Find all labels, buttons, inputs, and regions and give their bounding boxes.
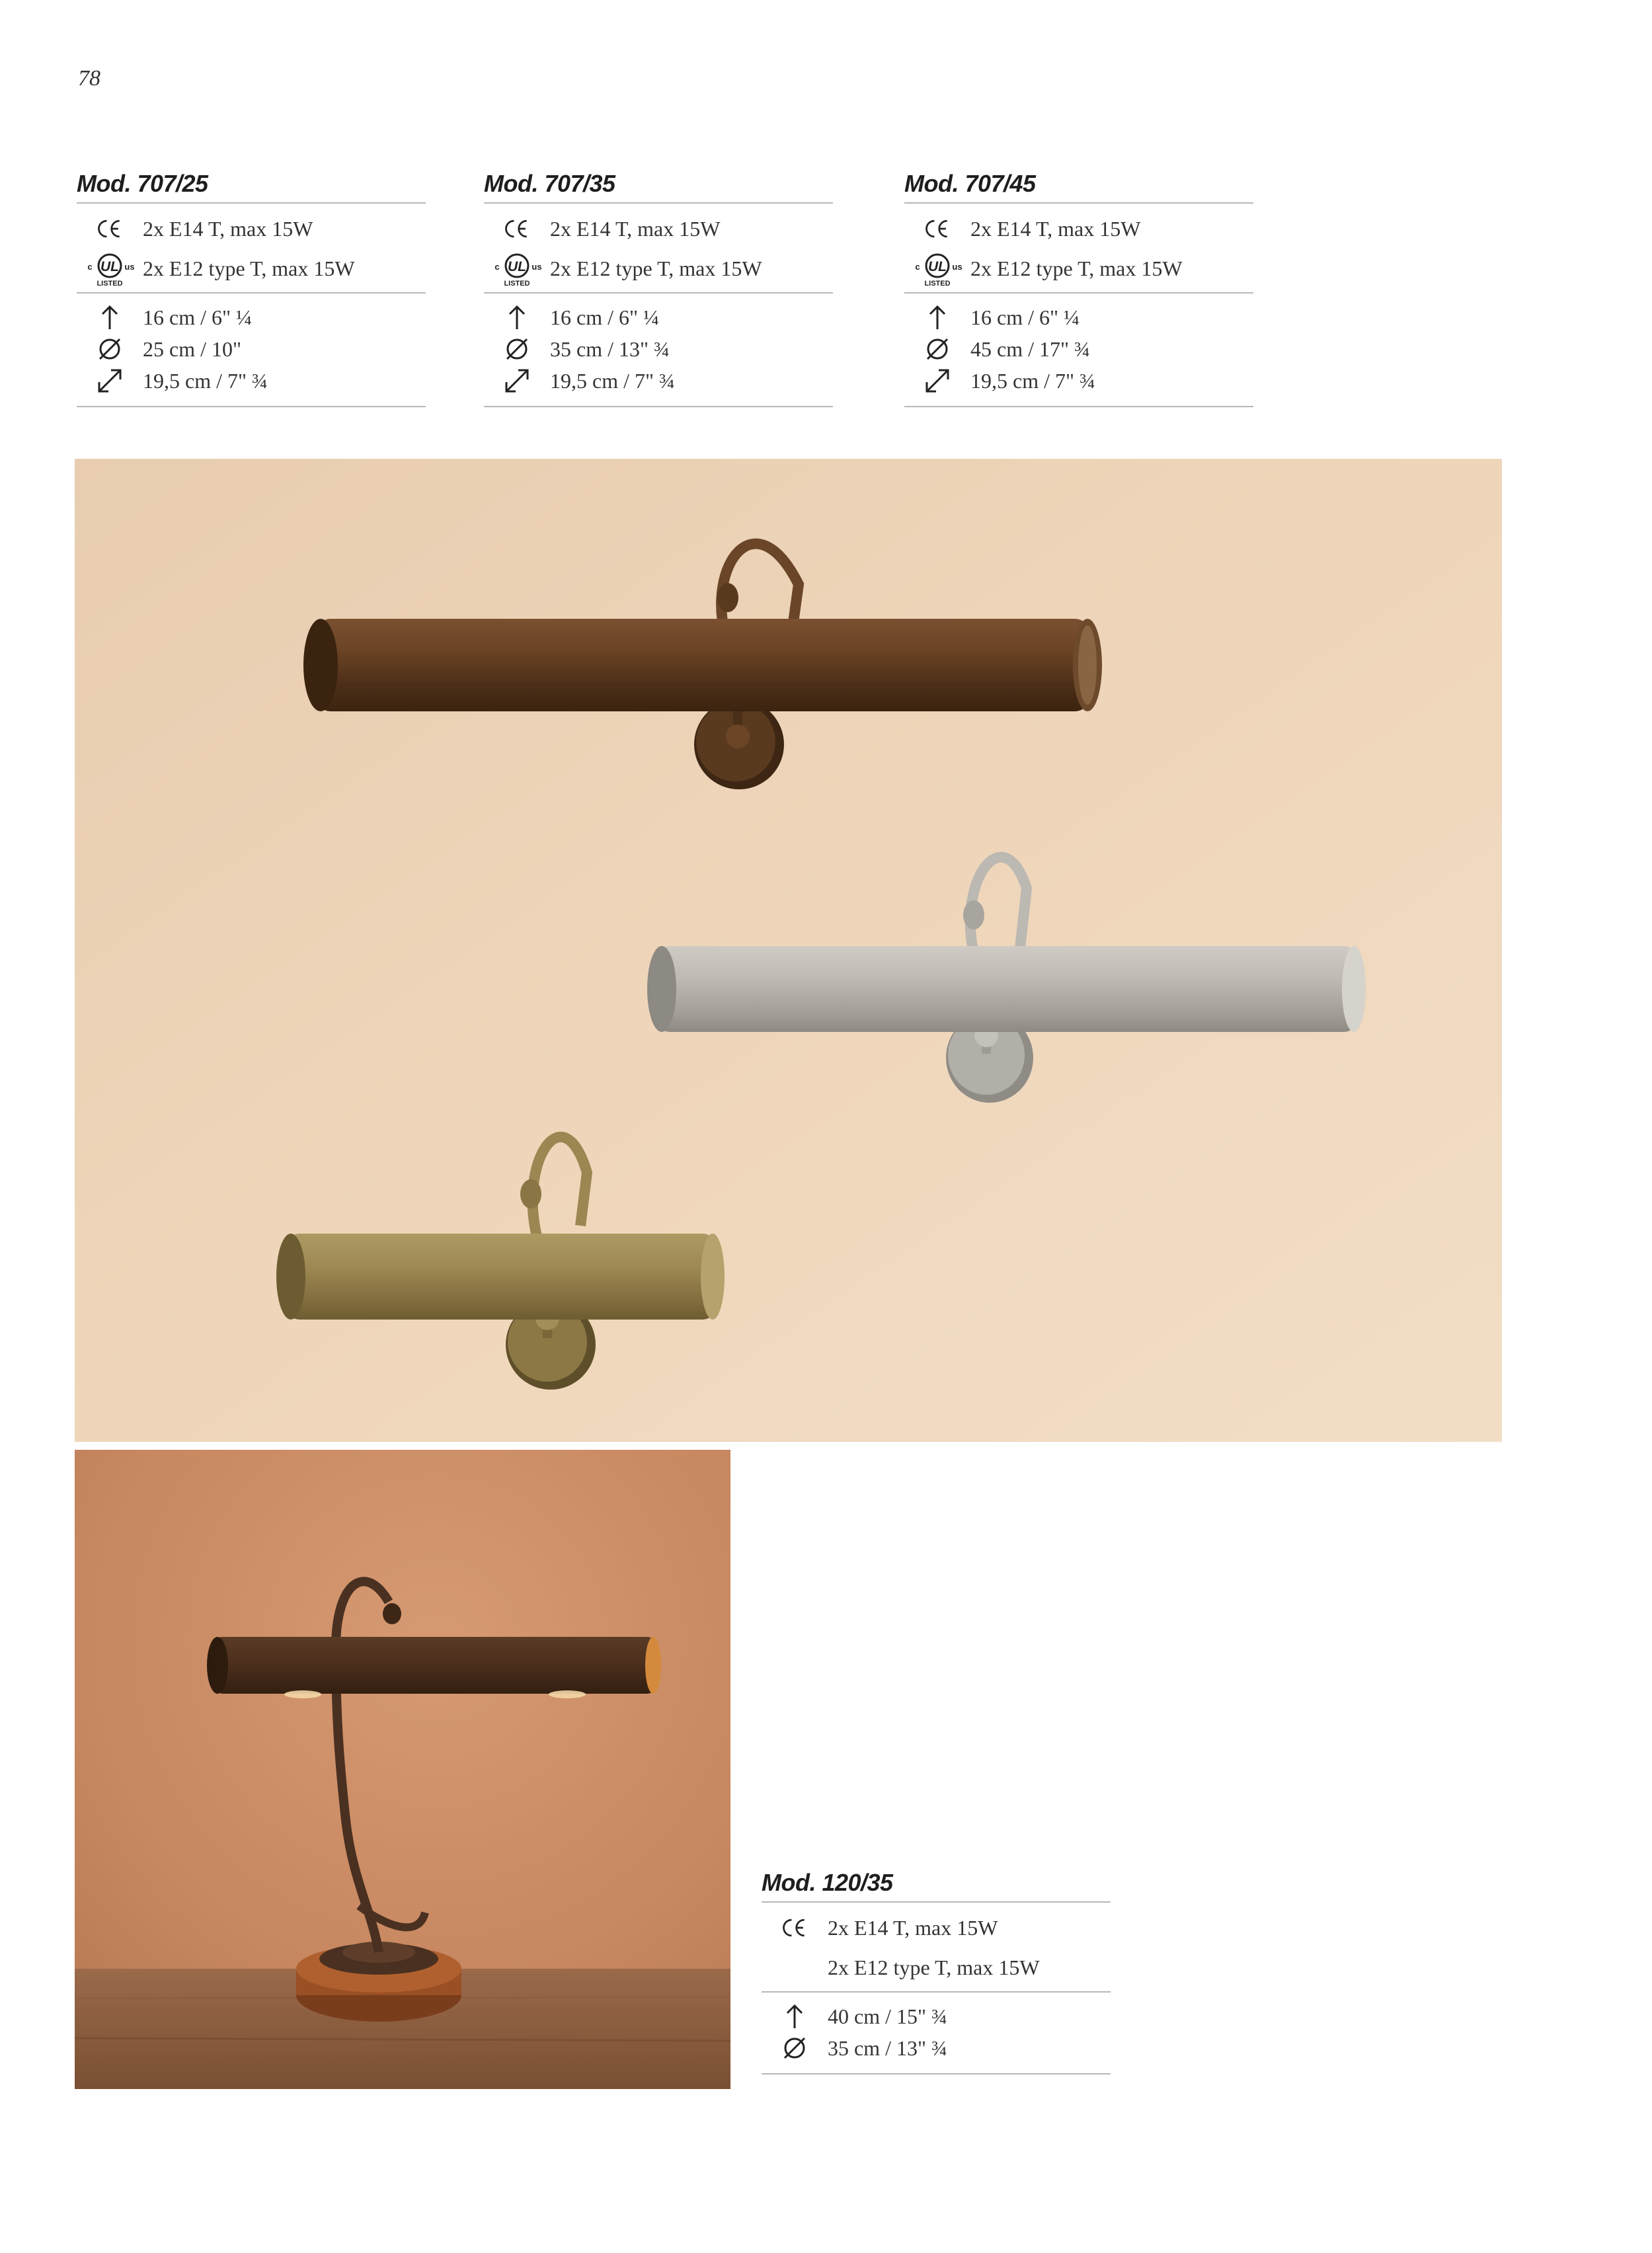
model-title: Mod. 707/35 [484, 170, 615, 197]
projection-value: 19,5 cm / 7" ¾ [550, 368, 676, 393]
model-title: Mod. 120/35 [762, 1869, 893, 1896]
diameter-icon [904, 336, 970, 362]
height-value: 16 cm / 6" ¼ [970, 305, 1080, 329]
divider [762, 2073, 1111, 2075]
svg-text:UL: UL [508, 259, 526, 274]
ce-mark-icon [904, 217, 970, 240]
wall-lights-photo [75, 459, 1502, 1442]
height-arrow-icon [762, 2003, 828, 2030]
height-arrow-icon [77, 304, 143, 331]
svg-text:UL: UL [100, 259, 119, 274]
height-row [762, 2000, 1111, 2032]
page-number: 78 [78, 66, 100, 91]
ce-mark-icon [762, 1917, 828, 1939]
projection-row [904, 365, 1253, 397]
ul-spec: 2x E12 type T, max 15W [970, 256, 1183, 280]
ul-spec: 2x E12 type T, max 15W [550, 256, 762, 280]
svg-text:c: c [915, 262, 920, 272]
height-arrow-icon [904, 304, 970, 331]
diameter-value: 45 cm / 17" ¾ [970, 336, 1091, 361]
ul-listed-icon [484, 250, 550, 287]
ce-mark-icon [77, 217, 143, 240]
height-value: 16 cm / 6" ¼ [550, 305, 660, 329]
height-arrow-icon [484, 304, 550, 331]
ul-spec-row [77, 249, 426, 288]
height-row [904, 301, 1253, 333]
diameter-icon [762, 2035, 828, 2061]
ul-listed-icon [77, 250, 143, 287]
svg-text:us: us [531, 262, 542, 272]
divider [904, 406, 1253, 407]
ul-spec: 2x E12 type T, max 15W [828, 1955, 1040, 1979]
spec-block-707-35 [484, 165, 833, 407]
ul-spec: 2x E12 type T, max 15W [143, 256, 355, 280]
svg-text:LISTED: LISTED [97, 280, 123, 287]
projection-row [484, 365, 833, 397]
projection-value: 19,5 cm / 7" ¾ [970, 368, 1096, 393]
ce-spec-row [484, 209, 833, 249]
ce-spec: 2x E14 T, max 15W [970, 216, 1141, 241]
ce-spec-row [762, 1908, 1111, 1948]
diameter-row [762, 2032, 1111, 2064]
projection-value: 19,5 cm / 7" ¾ [143, 368, 268, 393]
spec-block-707-25 [77, 165, 426, 407]
model-title: Mod. 707/25 [77, 170, 208, 197]
diameter-value: 35 cm / 13" ¾ [828, 2036, 948, 2060]
diameter-value: 25 cm / 10" [143, 336, 242, 361]
svg-text:c: c [87, 262, 93, 272]
height-value: 16 cm / 6" ¼ [143, 305, 253, 329]
svg-text:us: us [952, 262, 963, 272]
ul-spec-row [484, 249, 833, 288]
svg-text:c: c [494, 262, 500, 272]
ul-listed-icon [904, 250, 970, 287]
diameter-icon [77, 336, 143, 362]
ce-spec-row [77, 209, 426, 249]
ul-spec-row [762, 1948, 1111, 1987]
height-value: 40 cm / 15" ¾ [828, 2004, 948, 2028]
model-title: Mod. 707/45 [904, 170, 1036, 197]
spec-block-707-45 [904, 165, 1253, 407]
svg-text:LISTED: LISTED [504, 280, 530, 287]
svg-text:us: us [124, 262, 135, 272]
diameter-value: 35 cm / 13" ¾ [550, 336, 670, 361]
ce-mark-icon [484, 217, 550, 240]
diameter-icon [484, 336, 550, 362]
ce-spec-row [904, 209, 1253, 249]
height-row [77, 301, 426, 333]
table-lamp-photo [75, 1450, 730, 2089]
diameter-row [77, 333, 426, 365]
diameter-row [484, 333, 833, 365]
divider [77, 406, 426, 407]
spec-block-120-35 [762, 1864, 1111, 2075]
diameter-row [904, 333, 1253, 365]
svg-text:UL: UL [928, 259, 947, 274]
ce-spec: 2x E14 T, max 15W [550, 216, 721, 241]
ce-spec: 2x E14 T, max 15W [828, 1915, 998, 1940]
projection-arrow-icon [484, 368, 550, 394]
projection-arrow-icon [77, 368, 143, 394]
ul-spec-row [904, 249, 1253, 288]
projection-arrow-icon [904, 368, 970, 394]
svg-text:LISTED: LISTED [924, 280, 951, 287]
divider [484, 406, 833, 407]
projection-row [77, 365, 426, 397]
ce-spec: 2x E14 T, max 15W [143, 216, 313, 241]
height-row [484, 301, 833, 333]
